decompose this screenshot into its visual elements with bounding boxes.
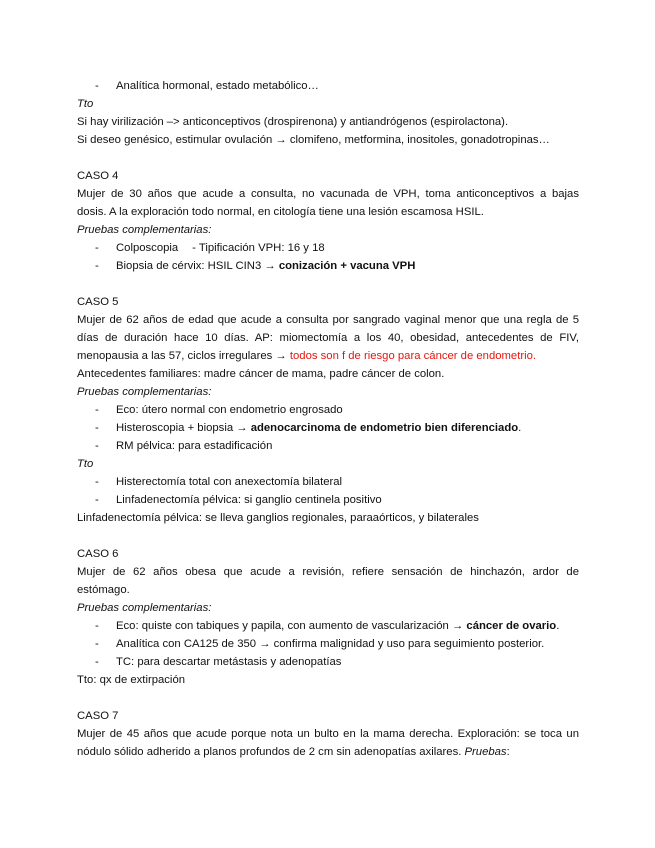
- caso4-desc-line2: dosis. A la exploración todo normal, en citología tiene una lesión escamosa HSIL.: [77, 206, 484, 218]
- bullet-dash: -: [95, 242, 99, 254]
- caso6-desc-line1: Mujer de 62 años obesa que acude a revisión, refiere sensación de hinchazón, ardor de: [77, 566, 579, 578]
- caso4-title: CASO 4: [77, 170, 119, 182]
- caso4-pruebas-heading: Pruebas complementarias:: [77, 224, 212, 236]
- caso5-note: Linfadenectomía pélvica: se lleva ganglios regionales, paraaórticos, y bilaterales: [77, 512, 479, 524]
- riesgo-highlight: todos son f de riesgo para cáncer de endometrio.: [289, 350, 537, 362]
- caso5-tto-heading: Tto: [77, 458, 94, 470]
- caso5-tto-histerectomia: - Histerectomía total con anexectomía bilateral: [95, 476, 343, 488]
- caso5-desc-line3: menopausia a las 57, ciclos irregulares → todos son f de riesgo para cáncer de endometrio.: [77, 350, 537, 362]
- caso6-bullet-eco: - Eco: quiste con tabiques y papila, con aumento de vascularización → cáncer de ovario.: [95, 620, 560, 632]
- caso5-desc-line2: días de duración hace 10 días. AP: miomectomía a los 40, obesidad, antecedentes de FIV,: [77, 332, 579, 344]
- caso5-bullet-eco: - Eco: útero normal con endometrio engrosado: [95, 404, 343, 416]
- caso6-bullet-tc: - TC: para descartar metástasis y adenopatías: [95, 656, 342, 668]
- bullet-analitica: - Analítica hormonal, estado metabólico…: [95, 80, 319, 92]
- caso5-bullet-rm: - RM pélvica: para estadificación: [95, 440, 273, 452]
- caso7-title: CASO 7: [77, 710, 119, 722]
- caso4-bullet-colposcopia: - Colposcopia - Tipificación VPH: 16 y 18: [95, 242, 325, 254]
- caso5-tto-linfadenectomia: - Linfadenectomía pélvica: si ganglio centinela positivo: [95, 494, 382, 506]
- caso5-pruebas-heading: Pruebas complementarias:: [77, 386, 212, 398]
- caso6-pruebas-heading: Pruebas complementarias:: [77, 602, 212, 614]
- caso6-desc-line2: estómago.: [77, 584, 130, 596]
- bullet-dash: -: [95, 476, 99, 488]
- caso5-title: CASO 5: [77, 296, 119, 308]
- bullet-dash: -: [95, 440, 99, 452]
- bullet-dash: -: [95, 80, 99, 92]
- caso6-bullet-analitica: - Analítica con CA125 de 350 → confirma malignidad y uso para seguimiento posterior.: [95, 638, 545, 650]
- bullet-dash: -: [95, 638, 99, 650]
- caso5-desc-line1: Mujer de 62 años de edad que acude a consulta por sangrado vaginal menor que una regla de 5: [77, 314, 579, 326]
- tto-deseo-genesico: Si deseo genésico, estimular ovulación → clomifeno, metformina, inositoles, gonadotropinas…: [77, 134, 550, 146]
- bullet-dash: -: [95, 494, 99, 506]
- caso5-desc-line4: Antecedentes familiares: madre cáncer de mama, padre cáncer de colon.: [77, 368, 445, 380]
- bullet-dash: -: [95, 620, 99, 632]
- bullet-dash: -: [95, 656, 99, 668]
- tto-virilizacion: Si hay virilización –> anticonceptivos (drospirenona) y antiandrógenos (espirolactona).: [77, 116, 509, 128]
- caso4-bullet-biopsia: - Biopsia de cérvix: HSIL CIN3 → conización + vacuna VPH: [95, 260, 416, 272]
- caso4-desc-line1: Mujer de 30 años que acude a consulta, no vacunada de VPH, toma anticonceptivos a bajas: [77, 188, 579, 200]
- bullet-dash: -: [95, 422, 99, 434]
- caso6-tto: Tto: qx de extirpación: [77, 674, 186, 686]
- bullet-dash: -: [95, 260, 99, 272]
- caso5-bullet-histeroscopia: - Histeroscopia + biopsia → adenocarcinoma de endometrio bien diferenciado.: [95, 422, 522, 434]
- tto-heading: Tto: [77, 98, 94, 110]
- caso7-desc-line2: nódulo sólido adherido a planos profundos de 2 cm sin adenopatías axilares. Pruebas:: [77, 746, 510, 758]
- caso7-desc-line1: Mujer de 45 años que acude porque nota un bulto en la mama derecha. Exploración: se toca un: [77, 728, 579, 740]
- bullet-dash: -: [95, 404, 99, 416]
- caso6-title: CASO 6: [77, 548, 119, 560]
